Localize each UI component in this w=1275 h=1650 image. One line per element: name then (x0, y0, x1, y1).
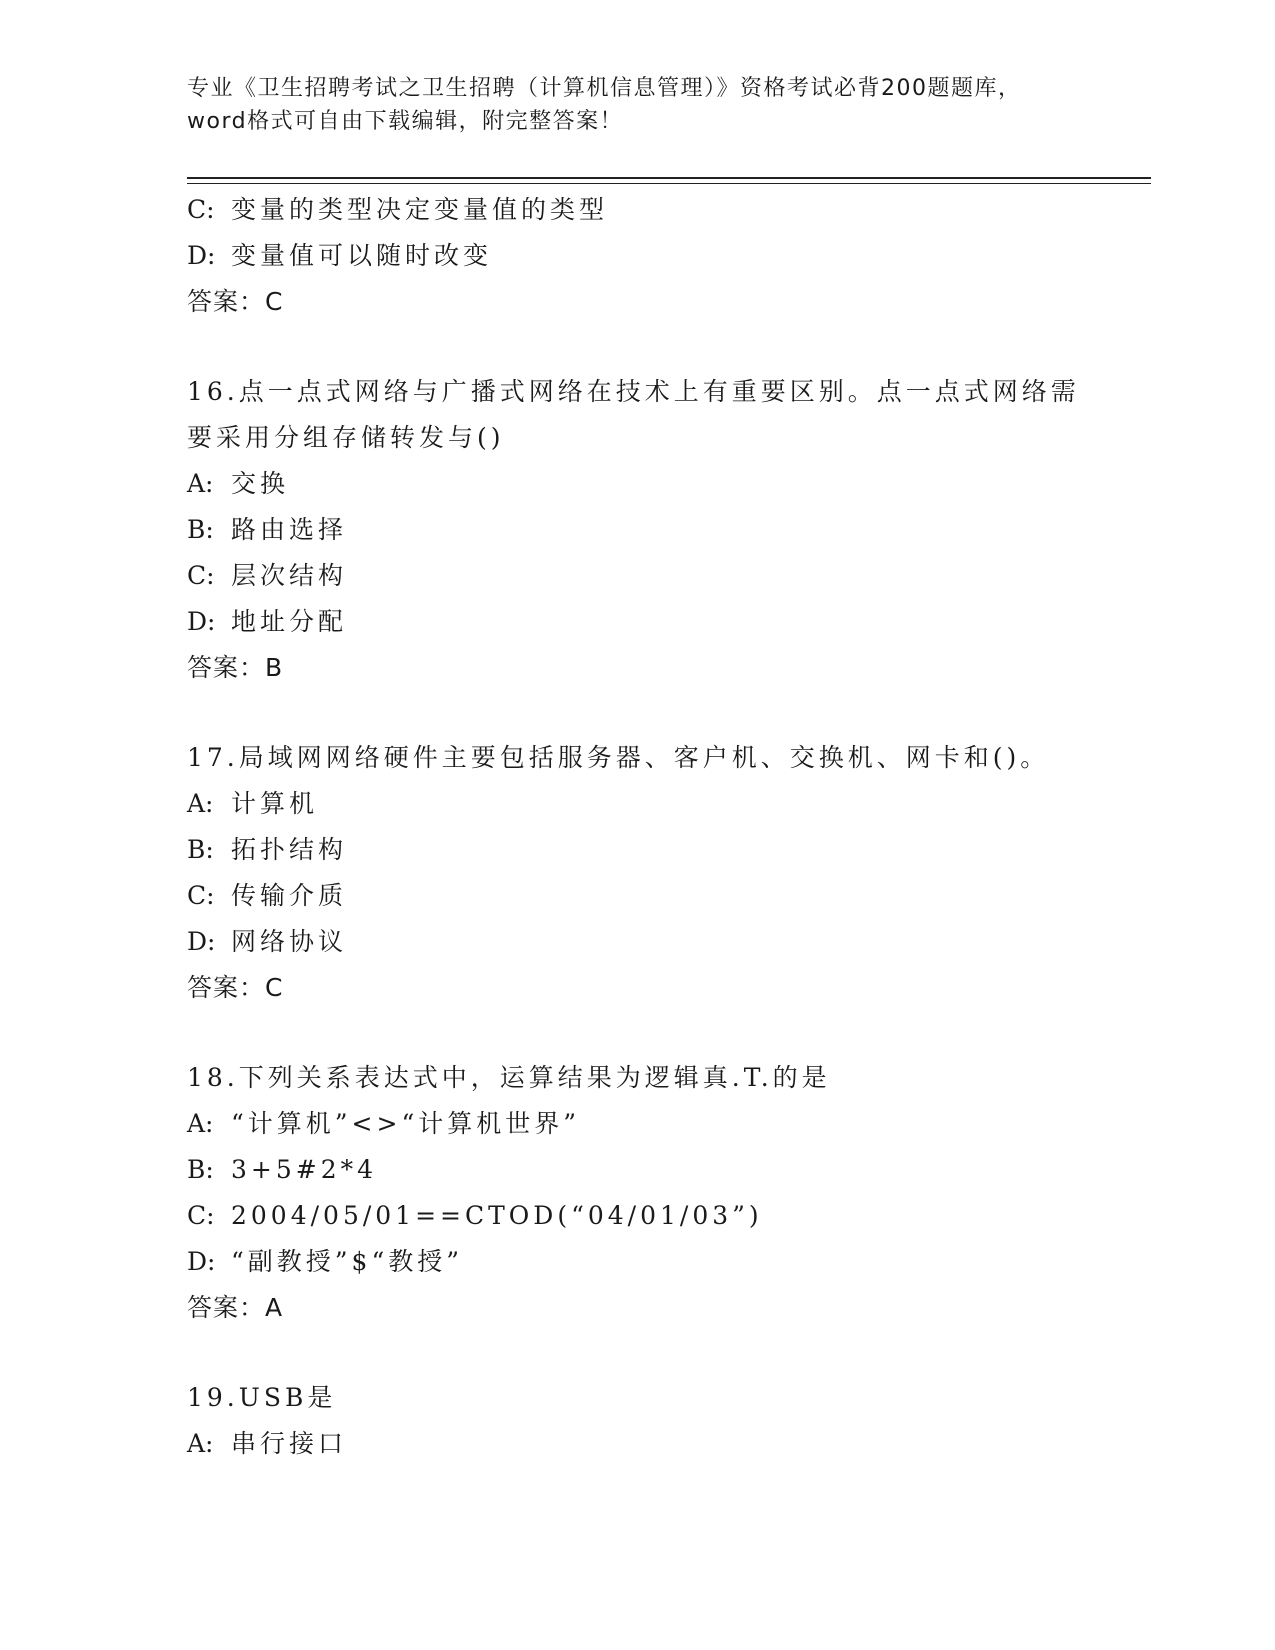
question-stem: 19.USB是 (187, 1383, 337, 1412)
option-a: A: 交换 (187, 469, 290, 498)
option-c: C: 2004/05/01==CTOD(“04/01/03”) (187, 1201, 763, 1230)
question-19 (187, 1375, 1087, 1467)
header-divider-thick (187, 177, 1151, 179)
answer-line: 答案：B (187, 653, 284, 682)
option-b: B: 路由选择 (187, 515, 348, 544)
document-header (187, 72, 1087, 138)
option-c: C: 传输介质 (187, 881, 348, 910)
option-a: A: 计算机 (187, 789, 319, 818)
question-15-continued (187, 187, 1087, 325)
question-stem: 18.下列关系表达式中，运算结果为逻辑真.T.的是 (187, 1063, 831, 1092)
answer-line: 答案：A (187, 1293, 284, 1322)
header-line-2: word格式可自由下载编辑，附完整答案！ (187, 109, 624, 134)
option-d: D: “副教授”$“教授” (187, 1247, 464, 1276)
question-stem: 16.点一点式网络与广播式网络在技术上有重要区别。点一点式网络需 (187, 377, 1080, 406)
option-d: D: 地址分配 (187, 607, 348, 636)
answer-line: 答案：C (187, 287, 284, 316)
answer-line: 答案：C (187, 973, 284, 1002)
option-c: C: 层次结构 (187, 561, 348, 590)
question-list (187, 187, 1087, 1467)
option-d: D: 网络协议 (187, 927, 348, 956)
option-c: C: 变量的类型决定变量值的类型 (187, 195, 609, 224)
question-17 (187, 735, 1087, 1011)
header-line-1: 专业《卫生招聘考试之卫生招聘（计算机信息管理）》资格考试必背200题题库， (187, 76, 1022, 101)
question-16 (187, 369, 1087, 691)
option-a: A: 串行接口 (187, 1429, 348, 1458)
question-stem-continued: 要采用分组存储转发与() (187, 423, 505, 452)
option-b: B: 3+5#2*4 (187, 1155, 378, 1184)
option-d: D: 变量值可以随时改变 (187, 241, 493, 270)
option-a: A: “计算机”<>“计算机世界” (187, 1109, 581, 1138)
header-divider-thin (187, 183, 1151, 184)
question-18 (187, 1055, 1087, 1331)
question-stem: 17.局域网网络硬件主要包括服务器、客户机、交换机、网卡和()。 (187, 743, 1050, 772)
option-b: B: 拓扑结构 (187, 835, 348, 864)
